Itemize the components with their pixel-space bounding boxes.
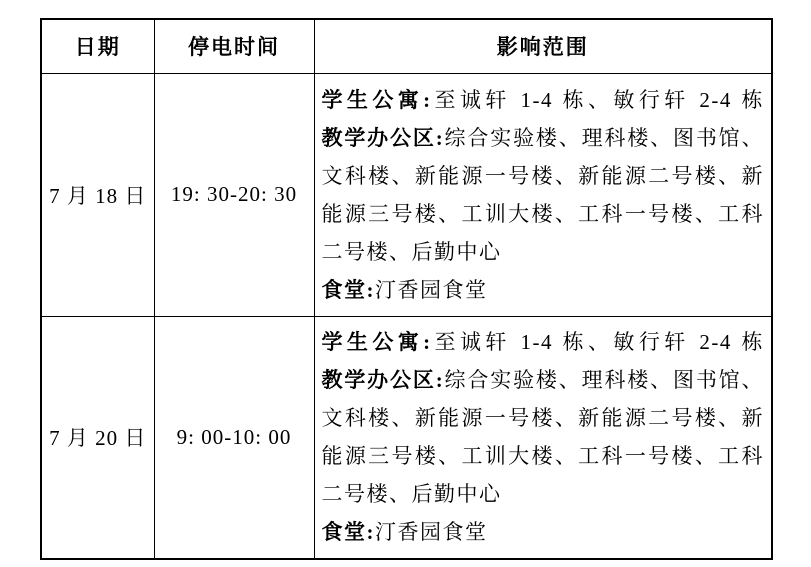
scope-student-apartments-text: 至诚轩 1-4 栋、敏行轩 2-4 栋 — [431, 87, 764, 112]
header-affected-scope: 影响范围 — [314, 19, 772, 73]
scope-cell — [314, 73, 772, 316]
table-header-row — [41, 19, 772, 73]
table-row-july-18 — [41, 73, 772, 316]
scope-canteen-text: 汀香园食堂 — [375, 277, 488, 302]
time-cell: 19: 30-20: 30 — [154, 73, 314, 316]
time-cell: 9: 00-10: 00 — [154, 316, 314, 559]
scope-student-apartments — [322, 81, 765, 119]
scope-canteen-label: 食堂: — [321, 520, 375, 545]
scope-canteen — [322, 513, 765, 551]
scope-teaching-area-label: 教学办公区: — [321, 368, 445, 393]
scope-teaching-area-text: 综合实验楼、理科楼、图书馆、文科楼、新能源一号楼、新能源二号楼、新能源三号楼、工训大楼、工科一号楼、工科二号楼、后勤中心 — [321, 125, 765, 264]
scope-teaching-area — [322, 361, 765, 513]
scope-teaching-area-label: 教学办公区: — [321, 125, 445, 150]
date-cell: 7 月 20 日 — [41, 316, 154, 559]
scope-student-apartments-label: 学生公寓: — [321, 87, 432, 112]
table-row-july-20 — [41, 316, 772, 559]
scope-cell — [314, 316, 772, 559]
scope-canteen-label: 食堂: — [321, 277, 375, 302]
scope-teaching-area-text: 综合实验楼、理科楼、图书馆、文科楼、新能源一号楼、新能源二号楼、新能源三号楼、工训大楼、工科一号楼、工科二号楼、后勤中心 — [321, 368, 765, 507]
scope-student-apartments-text: 至诚轩 1-4 栋、敏行轩 2-4 栋 — [431, 330, 764, 355]
header-outage-time: 停电时间 — [154, 19, 314, 73]
scope-canteen — [322, 271, 765, 309]
scope-canteen-text: 汀香园食堂 — [375, 520, 488, 545]
scope-teaching-area — [322, 119, 765, 271]
power-outage-table — [40, 18, 773, 560]
header-date: 日期 — [41, 19, 154, 73]
date-cell: 7 月 18 日 — [41, 73, 154, 316]
scope-student-apartments-label: 学生公寓: — [321, 330, 432, 355]
scope-student-apartments — [322, 323, 765, 361]
